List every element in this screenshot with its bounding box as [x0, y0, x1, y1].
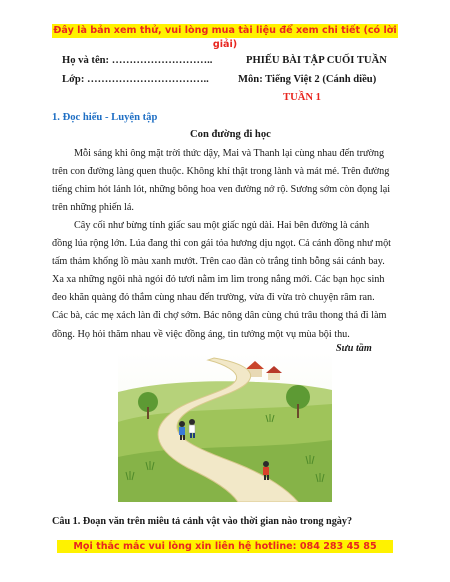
subject-label: Môn: Tiếng Việt 2 (Cánh diều) — [238, 74, 377, 85]
paragraph-2-line: đeo khăn quàng đỏ thắm cùng nhau đến trường, vừa đi vừa trò chuyện râm ran. — [52, 292, 375, 304]
paragraph-1-line: tiếng chim hót lánh lót, những bông hoa ven đường nở rộ. Sương sớm còn đọng lại — [52, 184, 391, 196]
question-1: Câu 1. Đoạn văn trên miêu tả cảnh vật vào thời gian nào trong ngày? — [52, 516, 353, 527]
paragraph-1-line: trên con đường làng quen thuộc. Không khí thật trong lành và mát mẻ. Trên đường — [52, 166, 390, 178]
name-label: Họ và tên: ……………………….. — [62, 55, 213, 66]
week-label: TUẦN 1 — [283, 92, 321, 103]
paragraph-2-line: Xa xa những ngôi nhà ngói đỏ tươi nằm im lìm trong nắng mới. Các bạn học sinh — [52, 274, 385, 286]
road-illustration — [118, 352, 332, 502]
paragraph-2-line: Cây cối như bừng tỉnh giấc sau một giấc ngủ dài. Hai bên đường là cánh — [74, 220, 370, 231]
paragraph-2-line: Các bà, các mẹ xách làn đi chợ sớm. Bác nông dân cùng chú trâu thong thả đi làm — [52, 310, 387, 322]
hotline-banner: Mọi thắc mắc vui lòng xin liên hệ hotline: 084 283 45 85 — [57, 540, 393, 553]
story-title: Con đường đi học — [190, 129, 271, 140]
paragraph-1-line: Mỗi sáng khi ông mặt trời thức dậy, Mai và Thanh lại cùng nhau đến trường — [74, 148, 385, 159]
paragraph-1-line: trên những phiến lá. — [52, 202, 134, 214]
preview-banner: Đây là bản xem thử, vui lòng mua tài liệu để xem chi tiết (có lời giải) — [53, 25, 397, 50]
paragraph-2-line: đồng lúa rộng lớn. Lúa đang thì con gái tỏa hương dịu ngọt. Cả cánh đồng như một — [52, 238, 391, 250]
paragraph-2 — [52, 217, 391, 344]
paragraph-2-line: đồng. Họ hỏi thăm nhau về việc đồng áng, tin tưởng một vụ mùa bội thu. — [52, 328, 350, 340]
section-heading: 1. Đọc hiểu - Luyện tập — [52, 112, 158, 123]
paragraph-2-line: tấm thảm khổng lồ màu xanh mướt. Trên cao đàn cò trắng tinh bỗng sải cánh bay. — [52, 256, 385, 268]
sheet-title: PHIẾU BÀI TẬP CUỐI TUẦN — [246, 55, 387, 66]
source-label: Sưu tầm — [336, 343, 372, 354]
class-label: Lớp: …………………………….. — [62, 74, 209, 85]
paragraph-1 — [52, 145, 391, 217]
